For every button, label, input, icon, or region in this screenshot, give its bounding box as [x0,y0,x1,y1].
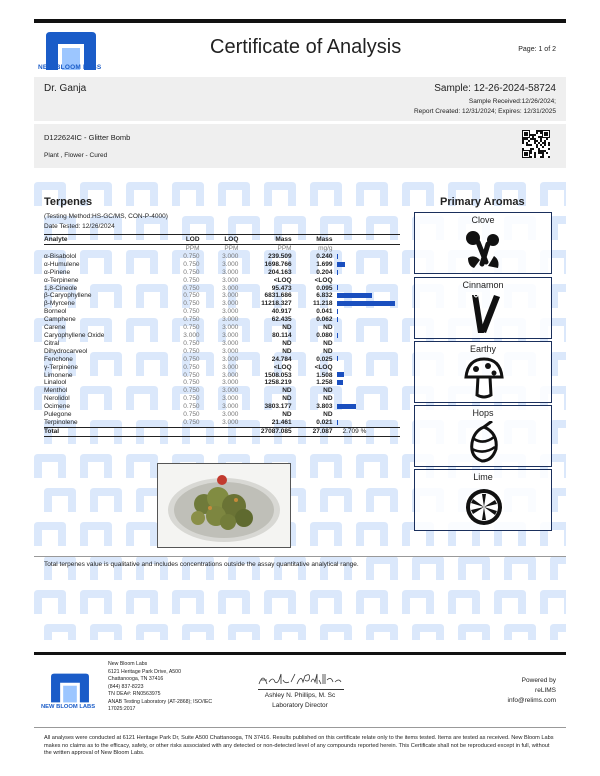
lod-cell: 0.750 [183,395,200,403]
mass-ppm-cell: ND [282,395,292,403]
total-label: Total [44,427,60,435]
mass-ppm-cell: ND [282,411,292,419]
mass-bar [337,301,395,306]
aroma-label: Clove [471,215,495,225]
table-row [44,277,400,285]
unit-loq: PPM [224,245,239,252]
mass-bar [337,309,338,314]
powered-by: Powered by [521,677,556,684]
mass-ppm-cell: 11218.327 [261,300,292,308]
loq-cell: 3.000 [222,300,239,308]
table-row [44,316,400,324]
analyte-cell: Ocimene [44,403,71,411]
total-pct: 2.709 % [342,427,367,435]
table-row [44,411,400,419]
analyte-cell: Carene [44,324,66,332]
table-row [44,348,400,356]
mass-mgg-cell: 0.062 [316,316,333,324]
loq-cell: 3.000 [222,260,239,268]
loq-cell: 3.000 [222,292,239,300]
signer-name: Ashley N. Phillips, M. Sc [264,692,336,699]
disclaimer-rule [34,727,566,728]
analyte-cell: Camphene [44,316,76,324]
analyte-cell: α-Humulene [44,260,80,268]
mass-mgg-cell: 1.699 [316,260,333,268]
product-type: Plant , Flower - Cured [44,152,108,159]
mass-ppm-cell: <LOQ [273,363,292,371]
unit-lod: PPM [185,245,200,252]
mass-mgg-cell: ND [323,395,333,403]
note-rule [34,556,566,557]
lod-cell: 3.000 [183,331,200,339]
mass-ppm-cell: 95.473 [271,284,292,292]
signer-title: Laboratory Director [272,702,328,709]
analyte-cell: Fenchone [44,355,73,363]
mass-bar [337,356,338,361]
sample-id: Sample: 12-26-2024-58724 [434,83,556,94]
analyte-cell: α-Bisabolol [44,252,77,260]
lod-cell: 0.750 [183,347,200,355]
loq-cell: 3.000 [222,403,239,411]
lod-cell: 0.750 [183,268,200,276]
mass-mgg-cell: 0.025 [316,355,333,363]
mass-ppm-cell: 6831.686 [264,292,292,300]
mass-mgg-cell: ND [323,339,333,347]
loq-cell: 3.000 [222,308,239,316]
aroma-label: Lime [473,472,493,482]
footer-logo [48,672,92,704]
table-row [44,300,400,308]
lod-cell: 0.750 [183,308,200,316]
mass-ppm-cell: 40.917 [271,308,292,316]
loq-cell: 3.000 [222,316,239,324]
analyte-cell: α-Terpinene [44,276,79,284]
lod-cell: 0.750 [183,387,200,395]
mass-bar [337,372,345,377]
lod-cell: 0.750 [183,276,200,284]
loq-cell: 3.000 [222,324,239,332]
col-lod: LOD [185,236,200,243]
loq-cell: 3.000 [222,331,239,339]
lod-cell: 0.750 [183,379,200,387]
table-row [44,395,400,403]
mass-ppm-cell: 21.461 [271,418,292,426]
table-row [44,403,400,411]
aroma-card-cinnamon [414,277,552,339]
analyte-cell: β-Myrcene [44,300,75,308]
total-row [44,427,400,436]
mass-ppm-cell: 80.114 [272,331,292,339]
analyte-cell: Pulegone [44,411,72,419]
lod-cell: 0.750 [183,252,200,260]
mass-ppm-cell: 204.163 [268,268,292,276]
aroma-card-lime [414,469,552,531]
clove-icon [464,228,504,270]
col-mass-ppm: Mass [275,236,292,243]
analyte-cell: 1,8-Cineole [44,284,78,292]
aroma-card-earthy [414,341,552,403]
total-mgg: 27.087 [312,427,333,435]
signature-image [255,670,345,688]
mass-mgg-cell: 6.832 [316,292,333,300]
mass-mgg-cell: 1.508 [316,371,333,379]
terpenes-note: Total terpenes value is qualitative and includes concentrations outside the assay quantitative analytical range. [44,561,359,568]
table-row [44,387,400,395]
col-analyte: Analyte [44,236,68,243]
unit-ppm: PPM [277,245,292,252]
mass-bar [337,262,346,267]
mass-mgg-cell: ND [323,324,333,332]
mushroom-icon [464,357,504,399]
contact-email: info@relims.com [507,697,556,704]
lime-icon [464,485,504,527]
lod-cell: 0.750 [183,363,200,371]
product-panel [34,124,566,168]
loq-cell: 3.000 [222,411,239,419]
footer-logo-text: NEW BLOOM LABS [41,704,96,710]
table-row [44,253,400,261]
table-row [44,356,400,364]
mass-ppm-cell: <LOQ [273,276,292,284]
mass-mgg-cell: <LOQ [314,363,333,371]
hops-icon [464,421,504,463]
lod-cell: 0.750 [183,260,200,268]
total-ppm: 27087.085 [260,427,292,435]
analyte-cell: α-Pinene [44,268,71,276]
table-row [44,324,400,332]
lod-cell: 0.750 [183,324,200,332]
mass-bar [337,333,338,338]
lod-cell: 0.750 [183,300,200,308]
lod-cell: 0.750 [183,371,200,379]
signature-line [258,689,344,690]
lab-address: New Bloom Labs 6121 Heritage Park Drive, A500 Chattanooga, TN 37416 (844) 837-8223 TN DEA#: RN0563975 ANAB Testing Laboratory (AT-2868); ISO/IEC 17025:2017 [108,661,213,712]
mass-bar [337,285,338,290]
cinnamon-icon [464,293,504,335]
mass-ppm-cell: 24.784 [271,355,292,363]
table-row [44,419,400,427]
mass-mgg-cell: 0.240 [316,252,333,260]
loq-cell: 3.000 [222,418,239,426]
client-name: Dr. Ganja [44,83,87,94]
mass-bar [337,420,338,425]
mass-mgg-cell: ND [323,347,333,355]
analyte-cell: Linalool [44,379,67,387]
table-row [44,285,400,293]
mass-ppm-cell: 1258.219 [264,379,292,387]
mass-bar [337,270,338,275]
disclaimer: All analyses were conducted at 6121 Heritage Park Dr, Suite A500 Chattanooga, TN 37416. Results published on this certificate relate only to the items tested. Items are tested as received. New Bloom Labs makes no claims as to the efficacy, safety, or other risks associated with any detected or non-detected level of any compounds reported herein. This Certificate shall not be reproduced except in full, without the written approval of New Bloom Labs. [44,735,554,757]
loq-cell: 3.000 [222,387,239,395]
loq-cell: 3.000 [222,355,239,363]
mass-bar [337,317,338,322]
mass-ppm-cell: ND [282,324,292,332]
table-row [44,292,400,300]
lod-cell: 0.750 [183,284,200,292]
analyte-cell: Menthol [44,387,68,395]
lod-cell: 0.750 [183,292,200,300]
table-row [44,261,400,269]
mass-mgg-cell: 0.021 [316,418,333,426]
units-row [44,245,400,253]
loq-cell: 3.000 [222,363,239,371]
analyte-cell: Caryophyllene Oxide [44,331,105,339]
analyte-cell: Nerolidol [44,395,70,403]
col-loq: LOQ [224,236,239,243]
terpenes-table [44,234,400,437]
loq-cell: 3.000 [222,276,239,284]
analyte-cell: Borneol [44,308,67,316]
table-row [44,379,400,387]
table-header-row [44,235,400,245]
mass-bar [337,380,344,385]
mass-mgg-cell: ND [323,387,333,395]
product-id: D122624IC - Glitter Bomb [44,133,131,142]
analyte-cell: Limonene [44,371,73,379]
loq-cell: 3.000 [222,339,239,347]
mass-mgg-cell: 1.258 [316,379,333,387]
page-title: Certificate of Analysis [210,36,402,58]
mass-bar [337,404,357,409]
analyte-cell: β-Caryophyllene [44,292,92,300]
table-row [44,308,400,316]
testing-method: (Testing Method:HS-GC/MS, CON-P-4000) [44,213,168,220]
sample-photo [157,463,291,548]
report-created: Report Created: 12/31/2024; Expires: 12/31/2025 [413,108,556,115]
date-tested: Date Tested: 12/26/2024 [44,223,115,230]
loq-cell: 3.000 [222,268,239,276]
lod-cell: 0.750 [183,403,200,411]
loq-cell: 3.000 [222,379,239,387]
analyte-cell: Terpinolene [44,418,78,426]
mass-ppm-cell: 1508.053 [264,371,292,379]
table-row [44,332,400,340]
loq-cell: 3.000 [222,284,239,292]
mass-mgg-cell: 0.041 [316,308,333,316]
aroma-label: Cinnamon [462,280,504,290]
mass-ppm-cell: 62.435 [271,316,292,324]
aroma-label: Hops [472,408,494,418]
mass-mgg-cell: ND [323,411,333,419]
table-row [44,364,400,372]
col-bar [337,235,400,245]
mass-ppm-cell: ND [282,339,292,347]
primary-aromas-title: Primary Aromas [440,196,525,208]
loq-cell: 3.000 [222,371,239,379]
mass-mgg-cell: 3.803 [316,403,333,411]
page-number: Page: 1 of 2 [518,46,556,53]
mass-bar [337,254,338,259]
mass-mgg-cell: 11.218 [312,300,333,308]
mass-ppm-cell: 1698.766 [264,260,292,268]
unit-mgg: mg/g [318,245,333,252]
terpenes-title: Terpenes [44,196,93,208]
mass-bar [337,293,372,298]
sample-received: Sample Received:12/26/2024; [468,98,556,105]
aroma-card-clove [414,212,552,274]
analyte-cell: γ-Terpinene [44,363,78,371]
aroma-label: Earthy [469,344,496,354]
analyte-cell: Citral [44,339,60,347]
lod-cell: 0.750 [183,339,200,347]
mass-ppm-cell: 3803.177 [264,403,292,411]
logo-text: NEW BLOOM LABS [38,64,102,71]
lod-cell: 0.750 [183,418,200,426]
top-rule [34,19,566,23]
lod-cell: 0.750 [183,316,200,324]
mass-ppm-cell: ND [282,347,292,355]
loq-cell: 3.000 [222,252,239,260]
col-mass-mgg: Mass [316,236,333,243]
aroma-card-hops [414,405,552,467]
qr-code-icon [522,130,550,158]
mass-mgg-cell: 0.095 [316,284,333,292]
lod-cell: 0.750 [183,355,200,363]
mass-mgg-cell: 0.204 [316,268,333,276]
mass-mgg-cell: 0.080 [316,331,333,339]
lod-cell: 0.750 [183,411,200,419]
table-row [44,372,400,380]
mass-ppm-cell: ND [282,387,292,395]
mass-mgg-cell: <LOQ [314,276,333,284]
analyte-cell: Dihydrocarveol [44,347,88,355]
loq-cell: 3.000 [222,395,239,403]
table-row [44,269,400,277]
loq-cell: 3.000 [222,347,239,355]
table-row [44,340,400,348]
footer-rule [34,652,566,655]
mass-ppm-cell: 239.509 [268,252,292,260]
powered-brand: reLIMS [535,687,556,694]
